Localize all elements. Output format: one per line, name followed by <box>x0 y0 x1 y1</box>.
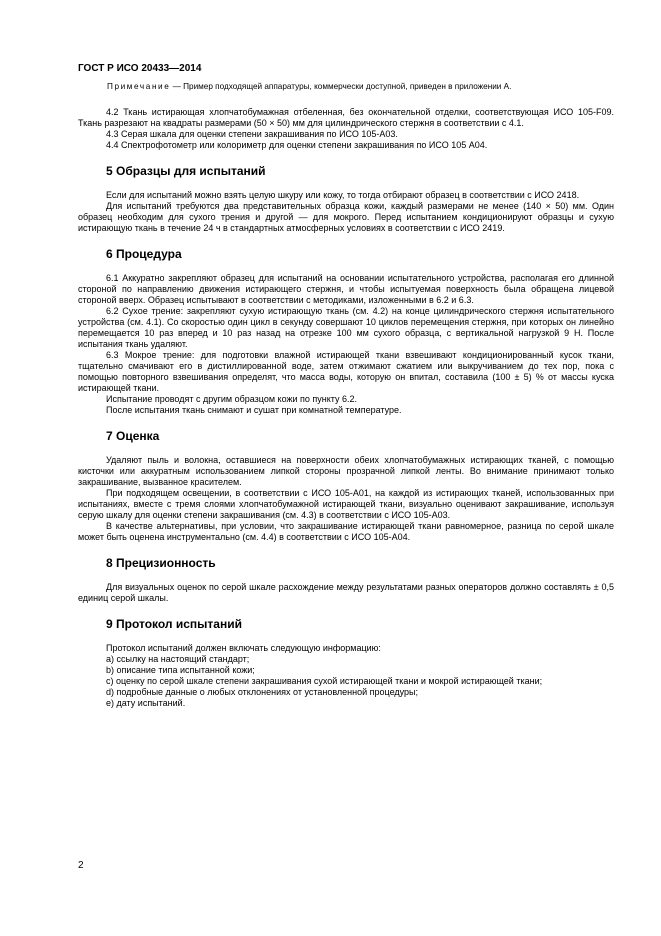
section-5-paragraph: Если для испытаний можно взять целую шкуру или кожу, то тогда отбирают образец в соответствии с ИСО 2418. <box>106 190 580 200</box>
section-8-paragraph: Для визуальных оценок по серой шкале расхождение между результатами разных операторов должно составлять ± 0,5 единиц серой шкалы. <box>78 582 614 603</box>
list-item: e) дату испытаний. <box>106 698 186 708</box>
section-7-paragraph: В качестве альтернативы, при условии, что закрашивание истирающей ткани равномерное, разница по серой шкале может быть оценена инструментально (см. 4.4) в соответствии с ИСО 105-А04. <box>78 521 614 542</box>
section-7-paragraph: При подходящем освещении, в соответствии с ИСО 105-А01, на каждой из истирающих тканей, использованных при испытаниях, вместе с тремя слоями хлопчатобумажной истирающей ткани, визуально оценивают закрашивание, используя серую шкалу для оценки степени закрашивания (см. 4.3) в соответствии с ИСО 105-А03. <box>78 488 614 520</box>
page-number: 2 <box>78 860 84 871</box>
list-intro: Протокол испытаний должен включать следующую информацию: <box>106 643 381 653</box>
report-items-list <box>106 643 614 709</box>
document-code-header: ГОСТ Р ИСО 20433—2014 <box>78 63 202 74</box>
clause-6-1: 6.1 Аккуратно закрепляют образец для испытаний на основании испытательного устройства, располагая его длинной стороной по направлению движения истирающего стержня, и чтобы испытуемая поверхность была обращена лицевой стороной вверх. Образец испытывают в соответствии с методиками, изложенными в 6.2 и 6.3. <box>78 273 614 305</box>
section-5-heading: 5 Образцы для испытаний <box>106 164 266 178</box>
section-5-paragraph: Для испытаний требуются два представительных образца кожи, каждый размерами не менее (140 × 50) мм. Один образец необходим для сухого трения и другой — для мокрого. Перед испытанием кондиционируют образцы и сухую истирающую ткань в течение 24 ч в стандартных атмосферных условиях в соответствии с ИСО 2419. <box>78 201 614 233</box>
clause-6-3: 6.3 Мокрое трение: для подготовки влажной истирающей ткани взвешивают кондиционированный кусок ткани, тщательно смачивают его в дистиллированной воде, затем отжимают сжатием или выкручиванием до тех пор, пока с помощью повторного взвешивания определят, что масса воды, которую он впитал, составила (100 ± 5) % от массы куска истирающей ткани. <box>78 350 614 393</box>
section-9-heading: 9 Протокол испытаний <box>106 617 242 631</box>
clause-6-2: 6.2 Сухое трение: закрепляют сухую истирающую ткань (см. 4.2) на конце цилиндрического стержня испытательного устройства (см. 4.1). Со скоростью один цикл в секунду совершают 10 циклов перемещения стержня, при которых он линейно перемещается 10 раз вперед и 10 раз назад на отрезке 100 мм сухого образца, с вертикальной нагрузкой 9 Н. После испытания ткань удаляют. <box>78 306 614 349</box>
list-item: d) подробные данные о любых отклонениях от установленной процедуры; <box>106 687 419 697</box>
section-8-heading: 8 Прецизионность <box>106 556 216 570</box>
section-7-paragraph: Удаляют пыль и волокна, оставшиеся на поверхности обеих хлопчатобумажных истирающих тканей, с помощью кисточки или аккуратным использованием липкой стороны прозрачной липкой ленты. Во внимание принимают только закрашивание, вызванное красителем. <box>78 455 614 487</box>
section-7-heading: 7 Оценка <box>106 429 160 443</box>
list-item: a) ссылку на настоящий стандарт; <box>106 654 250 664</box>
clause-4-3: 4.3 Серая шкала для оценки степени закрашивания по ИСО 105-А03. <box>106 129 398 139</box>
section-6-paragraph: Испытание проводят с другим образцом кожи по пункту 6.2. <box>106 394 358 404</box>
list-item: c) оценку по серой шкале степени закрашивания сухой истирающей ткани и мокрой истирающей ткани; <box>106 676 543 686</box>
note-text: — Пример подходящей аппаратуры, коммерчески доступной, приведен в приложении А. <box>170 82 512 91</box>
section-6-paragraph: После испытания ткань снимают и сушат при комнатной температуре. <box>106 405 402 415</box>
section-6-heading: 6 Процедура <box>106 247 182 261</box>
clause-4-2: 4.2 Ткань истирающая хлопчатобумажная отбеленная, без окончательной отделки, соответствующая ИСО 105-F09. Ткань разрезают на квадраты размерами (50 × 50) мм для цилиндрического стержня в соответствии с 4.1. <box>78 107 614 128</box>
document-body <box>78 107 614 709</box>
list-item: b) описание типа испытанной кожи; <box>106 665 255 675</box>
clause-4-4: 4.4 Спектрофотометр или колориметр для оценки степени закрашивания по ИСО 105 А04. <box>106 140 488 150</box>
note <box>107 82 617 91</box>
note-label: Примечание <box>107 82 171 91</box>
